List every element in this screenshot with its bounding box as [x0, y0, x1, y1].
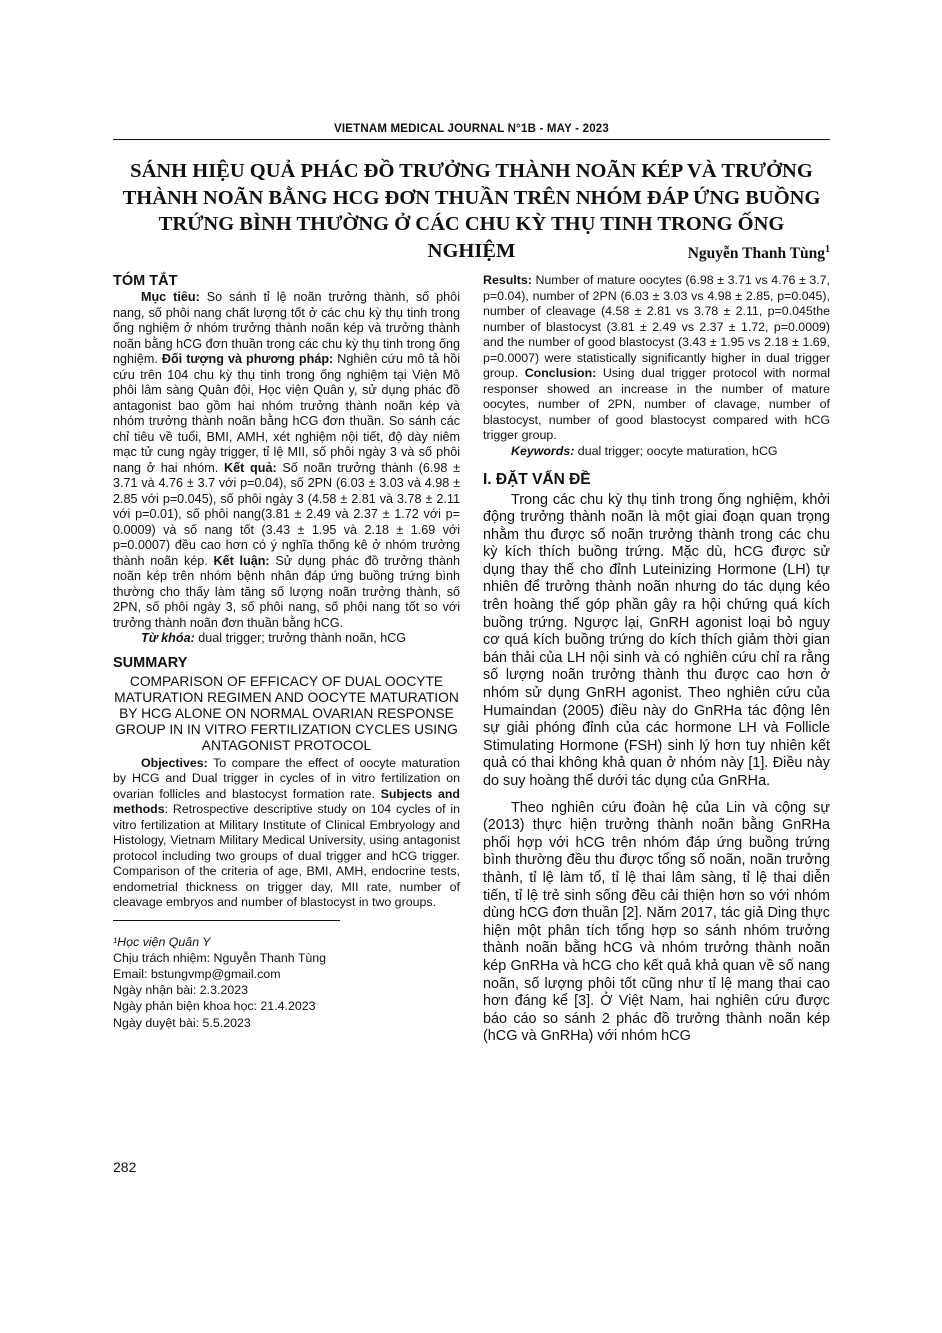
summary-continued	[483, 273, 830, 444]
author-affil-mark: 1	[825, 244, 830, 255]
conclusion-en-text: Using dual trigger protocol with normal responser showed an increase in the number of mature oocytes, number of 2PN, number of clavage, number of blastocyst, number of good blastocyst compared with hCG trigger group.	[483, 366, 830, 442]
subjects-label: Subjects and methods	[113, 786, 460, 816]
keywords-en	[483, 444, 830, 460]
footnote-affiliation: ¹Học viện Quân Y	[113, 934, 211, 949]
results-en-label: Results:	[483, 273, 532, 287]
author	[688, 244, 830, 263]
keywords-en-label: Keywords:	[511, 443, 575, 458]
summary-title: COMPARISON OF EFFICACY OF DUAL OOCYTE MATURATION REGIMEN AND OOCYTE MATURATION BY HCG ALONE ON NORMAL OVARIAN RESPONSE GROUP IN IN VITRO FERTILIZATION CYCLES USING ANTAGONIST PROTOCOL	[114, 673, 459, 753]
article-title: SÁNH HIỆU QUẢ PHÁC ĐỒ TRƯỞNG THÀNH NOÃN KÉP VÀ TRƯỞNG THÀNH NOÃN BẰNG HCG ĐƠN THUẦN TRÊN NHÓM ĐÁP ỨNG BUỒNG TRỨNG BÌNH THƯỜNG Ở CÁC CHU KỲ THỤ TINH TRONG ỐNG NGHIỆM	[122, 160, 821, 262]
footnote-reviewed: Ngày phản biện khoa học: 21.4.2023	[113, 999, 316, 1014]
conclusion-text: Sử dụng phác đồ trưởng thành noãn kép trên nhóm bệnh nhân đáp ứng buồng trứng bình thường cho thấy làm tăng số lượng noãn trưởng thành, số 2PN, số phôi ngày 3, số phôi nang, số phôi nang tốt so với trưởng thành noãn đơn thuần bằng hCG.	[113, 553, 460, 630]
summary-body	[113, 756, 460, 911]
section-heading: I. ĐẶT VẤN ĐỀ	[483, 471, 591, 488]
objective-text: So sánh tỉ lệ noãn trưởng thành, số phôi nang, số phôi nang chất lượng tốt ở các chu kỳ thụ tinh trong ống nghiệm ở nhóm trưởng thành noãn kép và trưởng thành noãn bằng hCG đơn thuần trong các chu kỳ thụ tinh trong ống nghiệm.	[113, 290, 460, 366]
methods-label: Đối tượng và phương pháp:	[157, 352, 334, 366]
header-rule	[113, 139, 830, 140]
methods-text: Nghiên cứu mô tả hồi cứu trên 104 chu kỳ thụ tinh trong ống nghiệm tại Viện Mô phôi lâm sàng Quân đội, Học viện Quân y, sử dụng phác đồ antagonist bao gồm hai nhóm trưởng thành noãn kép và nhóm trưởng thành noãn bằng hCG đơn thuần. So sánh các chỉ tiêu về tuổi, BMI, AMH, xét nghiệm nội tiết, độ dày niêm mạc tử cung ngày trigger, tỉ lệ MII, số phôi ngày 3 và số phôi nang ở hai nhóm.	[113, 352, 460, 475]
right-column	[483, 273, 830, 1046]
section-paragraph: Trong các chu kỳ thụ tinh trong ống nghiệm, khởi động trưởng thành noãn là một giai đoạn quan trọng nhằm thu được số noãn trưởng thành trong các chu kỳ kích thích buồng trứng. Mặc dù, hCG được sử dụng thay thế cho đỉnh Luteinizing Hormone (LH) tự nhiên để trưởng thành noãn nhưng do tác dụng kéo trên hoàng thể góp phần gây ra hội chứng quá kích buồng trứng. Ngược lại, GnRH agonist loại bỏ nguy cơ quá kích buồng trứng do kích thích giảm thời gian bán thải của LH nội sinh và có nghiên cứu chỉ ra rằng số lượng noãn trưởng thành thu được cao hơn ở nhóm sử dụng GnRH agonist. Theo nghiên cứu của Humaindan (2005) điều này do GnRHa tác động lên sự giải phóng đỉnh của các hormone LH và Follicle Stimulating Hormone (FSH) sinh lý hơn tuy nhiên kết quả có thai không khả quan ở nhóm này [1]. Điều này do suy hoàng thể dưới tác dụng của GnRHa.	[483, 491, 830, 789]
abstract-heading: TÓM TẮT	[113, 273, 178, 289]
abstract-vi-body	[113, 290, 460, 631]
keywords-vi	[113, 631, 460, 647]
page-number: 282	[113, 1159, 137, 1175]
subjects-text: : Retrospective descriptive study on 104 cycles of in vitro fertilization at Military Institute of Clinical Embryology and Histology, Vietnam Military Medical University, using antagonist protocol including two groups of dual trigger and hCG trigger. Comparison of the criteria of age, BMI, AMH, endocrine tests, endometrial thickness on trigger day, MII rate, number of cleavage embryos and number of blastocyst in two groups.	[113, 802, 460, 909]
left-column	[113, 273, 460, 1031]
keywords-en-text: dual trigger; oocyte maturation, hCG	[574, 443, 778, 458]
author-name: Nguyễn Thanh Tùng	[687, 245, 825, 263]
footnote-rule	[113, 920, 340, 921]
keywords-vi-label: Từ khóa:	[141, 631, 195, 645]
summary-heading: SUMMARY	[113, 654, 188, 671]
keywords-vi-text: dual trigger; trưởng thành noãn, hCG	[194, 631, 407, 645]
footnote-accepted: Ngày duyệt bài: 5.5.2023	[113, 1015, 251, 1030]
results-text: Số noãn trưởng thành (6.98 ± 3.71 và 4.76 ± 3.7 với p=0.04), số 2PN (6.03 ± 3.03 và 4.98 ± 2.85 với p=0.045), số phôi ngày 3 (4.58 ± 2.81 và 3.78 ± 2.11 với p=0.01), số phôi nang(3.81 ± 2.49 và 2.37 ± 1.72 với p= 0.0009) và số nang tốt (3.43 ± 1.95 và 2.18 ± 1.69 với p=0.0007) đều cao hơn có ý nghĩa thống kê ở nhóm trưởng thành noãn kép.	[113, 460, 461, 568]
footnote-received: Ngày nhận bài: 2.3.2023	[113, 983, 249, 998]
results-en-text: Number of mature oocytes (6.98 ± 3.71 vs 4.76 ± 3.7, p=0.04), number of 2PN (6.03 ± 3.03 vs 4.98 ± 2.85, p=0.045), number of cleavage (4.58 ± 2.81 vs 3.78 ± 2.11, p=0.045the number of blastocyst (3.81 ± 2.49 vs 2.37 ± 1.72, p=0.0009) and the number of good blastocyst (3.43 ± 1.95 vs 2.18 ± 1.69, p=0.0007) were statistically significantly higher in dual trigger group.	[483, 273, 830, 380]
journal-header: VIETNAM MEDICAL JOURNAL N°1B - MAY - 2023	[333, 123, 609, 135]
objective-label: Mục tiêu:	[141, 290, 200, 304]
conclusion-label: Kết luận:	[207, 553, 270, 568]
results-label: Kết quả:	[218, 460, 277, 475]
footnote-email: Email: bstungvmp@gmail.com	[113, 966, 281, 981]
footnote-corresponding: Chịu trách nhiệm: Nguyễn Thanh Tùng	[113, 950, 327, 965]
objectives-label: Objectives:	[141, 755, 208, 770]
section-paragraph: Theo nghiên cứu đoàn hệ của Lin và cộng sự (2013) thực hiện trưởng thành noãn bằng GnRHa phối hợp với hCG trên nhóm đáp ứng buồng trứng bình thường đều thu được tổng số noãn, noãn trưởng thành, tỉ lệ làm tổ, tỉ lệ thai lâm sàng, tỉ lệ thai diễn tiến, tỉ lệ trẻ sinh sống đều cải thiện hơn so với nhóm dùng hCG đơn thuần [2]. Năm 2017, tác giả Ding thực hiện một phân tích tổng hợp so sánh nhóm trưởng thành noãn bằng hCG và nhóm trưởng thành noãn kép GnRHa và hCG cho kết quả khả quan về số nang noãn, số lượng phôi tốt cũng như tỉ lệ mang thai cao hơn đáng kể [3]. Ở Việt Nam, hai nghiên cứu được báo cáo so sánh 2 phác đồ trưởng thành noãn kép (hCG và GnRHa) với nhóm hCG	[483, 799, 830, 1045]
conclusion-en-label: Conclusion:	[524, 366, 597, 380]
objectives-text: To compare the effect of oocyte maturation by HCG and Dual trigger in cycles of in vitro fertilization on ovarian follicles and blastocyst formation rate.	[113, 755, 460, 801]
